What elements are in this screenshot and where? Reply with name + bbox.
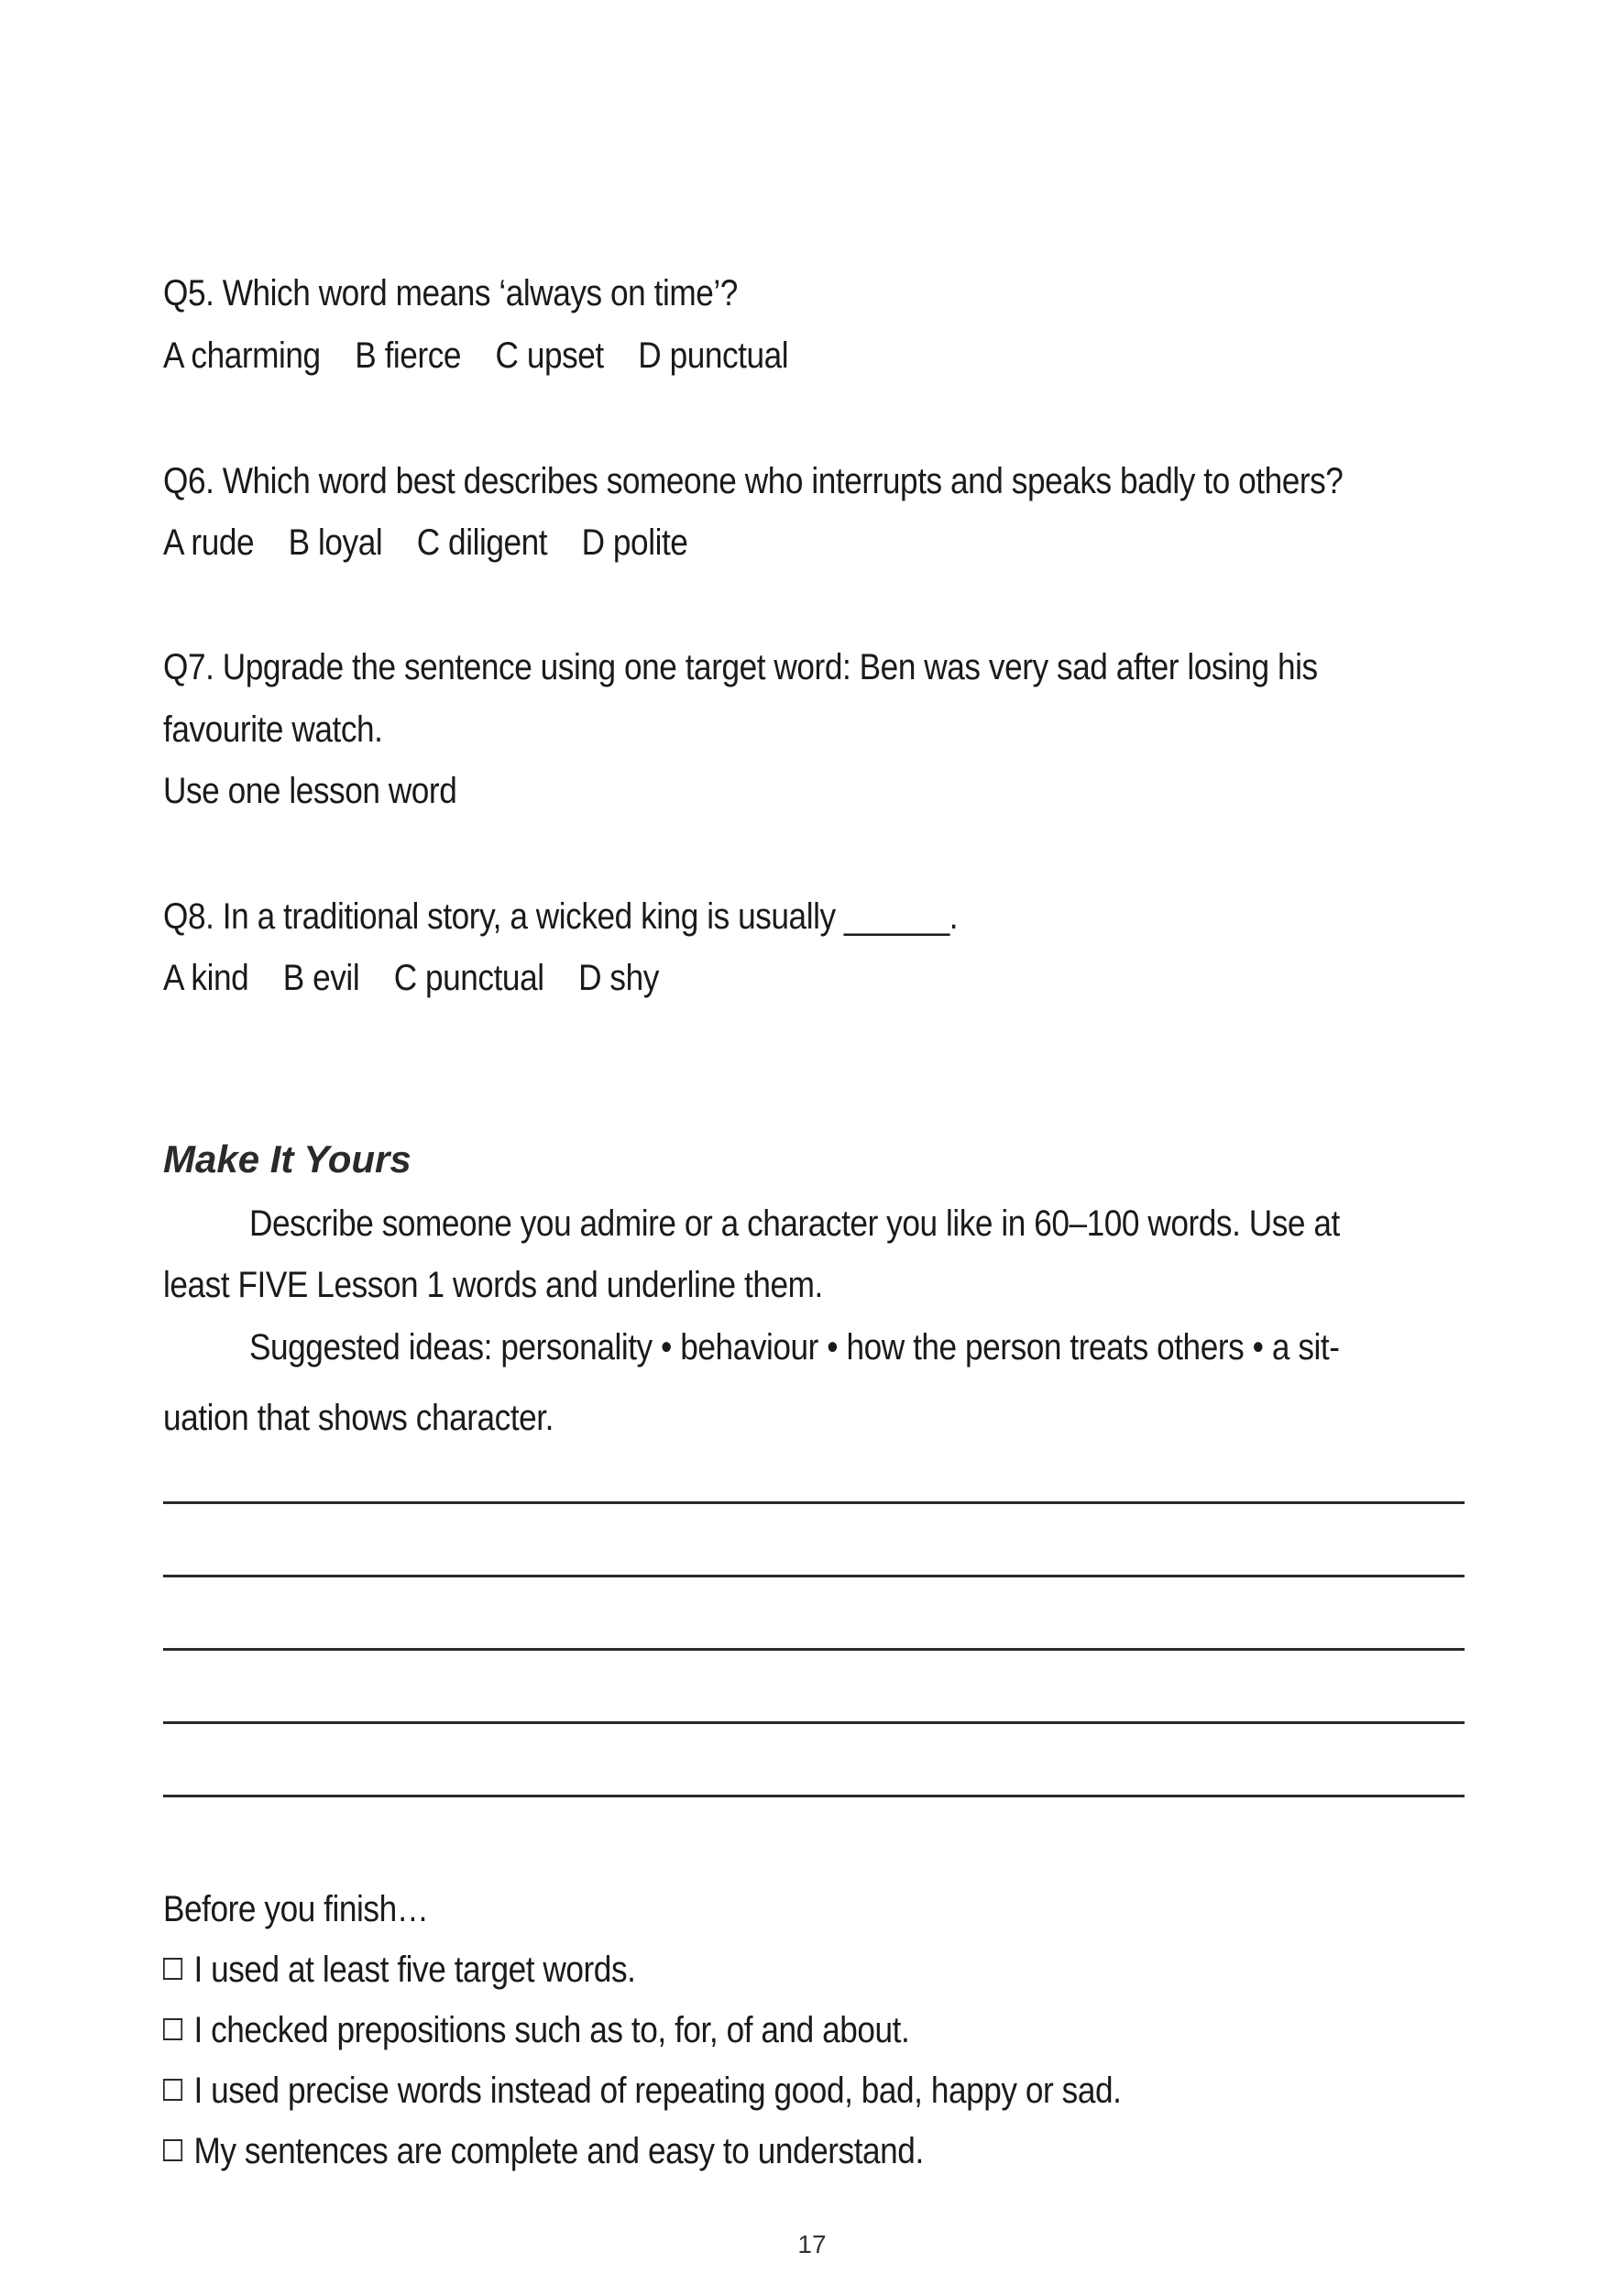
task-paragraph-line1: Describe someone you admire or a character you like in 60–100 words. Use at [249, 1203, 1340, 1244]
question-8-option-d[interactable]: D shy [578, 958, 659, 998]
question-8-option-c[interactable]: C punctual [393, 958, 544, 998]
writing-line[interactable] [163, 1575, 1465, 1577]
checklist-item [163, 1947, 635, 1993]
section-heading: Make It Yours [163, 1137, 411, 1181]
checklist-item [163, 2007, 909, 2053]
task-paragraph-line2: least FIVE Lesson 1 words and underline them. [163, 1265, 823, 1305]
checkbox-icon[interactable] [163, 2018, 182, 2040]
checklist-item-label: I used precise words instead of repeating good, bad, happy or sad. [193, 2071, 1122, 2111]
checkbox-icon[interactable] [163, 2139, 182, 2161]
page-number: 17 [797, 2230, 827, 2258]
checklist-title: Before you finish… [163, 1889, 429, 1929]
writing-line[interactable] [163, 1721, 1465, 1724]
checklist-item-label: I checked prepositions such as to, for, of and about. [193, 2010, 910, 2050]
ideas-paragraph-line2: uation that shows character. [163, 1398, 554, 1438]
checkbox-icon[interactable] [163, 1958, 182, 1980]
question-7-prompt-line2: favourite watch. [163, 709, 383, 750]
question-6-option-b[interactable]: B loyal [288, 522, 383, 563]
writing-line[interactable] [163, 1795, 1465, 1797]
question-5-option-a[interactable]: A charming [163, 335, 321, 376]
question-5-option-c[interactable]: C upset [495, 335, 604, 376]
question-5-option-d[interactable]: D punctual [638, 335, 789, 376]
checklist-item [163, 2068, 1121, 2114]
question-8-option-b[interactable]: B evil [282, 958, 360, 998]
writing-line[interactable] [163, 1648, 1465, 1651]
question-6-options [163, 520, 1333, 566]
ideas-paragraph-line1: Suggested ideas: personality • behaviour • how the person treats others • a sit- [249, 1327, 1340, 1368]
question-5-options [163, 333, 1333, 379]
question-6-prompt: Q6. Which word best describes someone who interrupts and speaks badly to others? [163, 461, 1344, 501]
question-7-instruction: Use one lesson word [163, 771, 457, 811]
question-5-prompt: Q5. Which word means ‘always on time’? [163, 273, 738, 313]
question-8-option-a[interactable]: A kind [163, 958, 249, 998]
question-6-option-d[interactable]: D polite [581, 522, 688, 563]
question-7-prompt-line1: Q7. Upgrade the sentence using one target word: Ben was very sad after losing his [163, 647, 1318, 687]
checkbox-icon[interactable] [163, 2079, 182, 2101]
writing-line[interactable] [163, 1501, 1465, 1504]
question-8-options [163, 955, 1333, 1001]
checklist-item-label: I used at least five target words. [193, 1950, 636, 1990]
checklist-item-label: My sentences are complete and easy to understand. [193, 2131, 924, 2171]
question-6-option-c[interactable]: C diligent [416, 522, 548, 563]
checklist-item [163, 2128, 924, 2174]
question-6-option-a[interactable]: A rude [163, 522, 255, 563]
question-5-option-b[interactable]: B fierce [355, 335, 462, 376]
question-8-prompt: Q8. In a traditional story, a wicked king is usually ______. [163, 896, 959, 937]
